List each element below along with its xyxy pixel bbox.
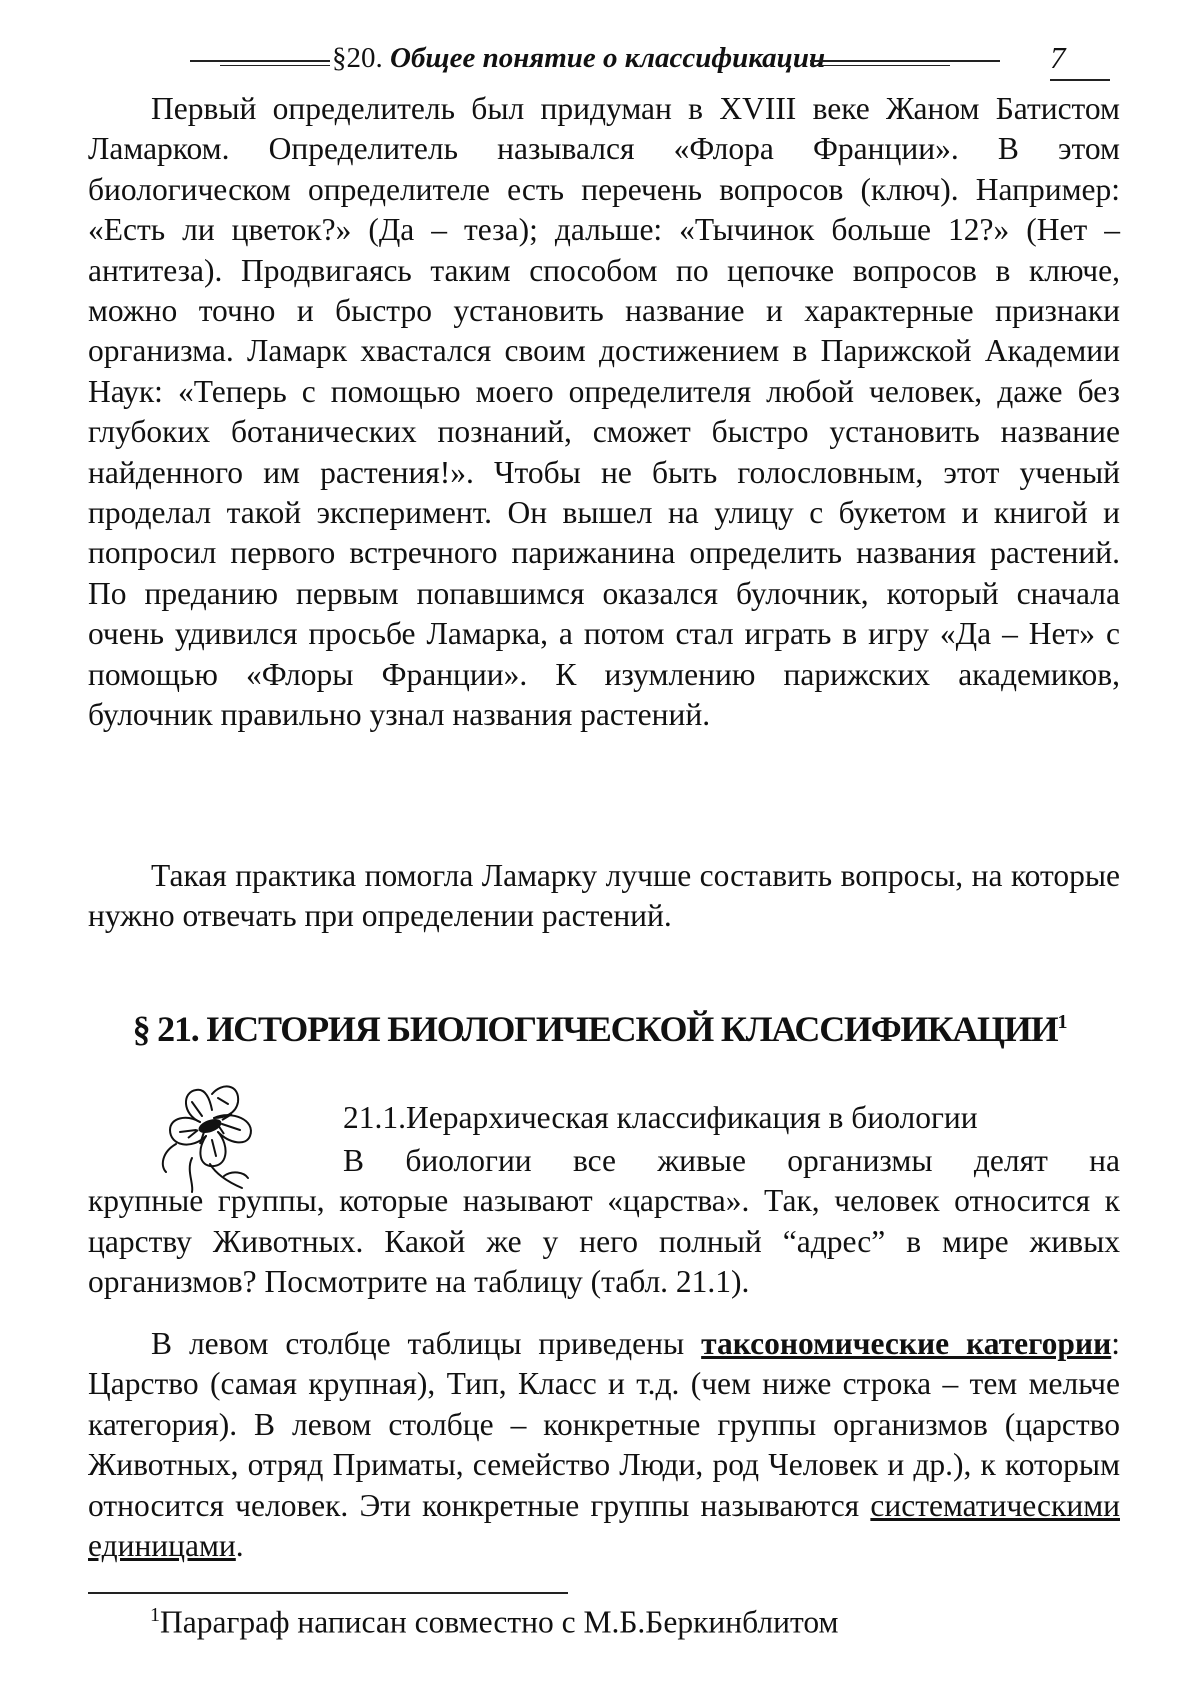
header-rule-right [810,60,1000,62]
paragraph-end: . [235,1528,244,1564]
footnote-text: Параграф написан совместно с М.Б.Беркинблитом [160,1604,839,1640]
footnote [150,1604,838,1641]
paragraph-first-line: В биологии все живые организмы делят на [343,1143,1120,1178]
paragraph-start: В левом столбце таблицы приведены [151,1326,702,1361]
footnote-mark: 1 [150,1604,160,1626]
term-taxonomic-categories: таксономические категории [701,1326,1112,1361]
paragraph-middle: : Царство (самая крупная), Тип, Класс и т.д. (чем ниже строка – тем мельче категория). В левом столбце – конкретные группы организмов (царство Животных, отряд Приматы, семейство Люди, род Человек и др.), к которым относится человек. Эти конкретные группы называются [88,1326,1120,1523]
header-rule-left-thin [220,65,330,66]
page-number: 7 [1050,40,1066,75]
page-number-rule [1050,79,1110,81]
section-footnote-mark: 1 [1057,1011,1068,1033]
running-header [190,38,1110,88]
body-paragraph-2 [88,856,1120,937]
body-paragraph-3 [88,1141,1120,1303]
paragraph-text: Первый определитель был придуман в XVIII веке Жаном Батистом Ламарком. Определитель назывался «Флора Франции». В этом биологическом определителе есть перечень вопросов (ключ). Например: «Есть ли цветок?» (Да – теза); дальше: «Тычинок больше 12?» (Нет – антитеза). Продвигаясь таким способом по цепочке вопросов в ключе, можно точно и быстро установить название и характерные признаки организма. Ламарк хвастался своим достижением в Парижской Академии Наук: «Теперь с помощью моего определителя любой человек, даже без глубоких ботанических познаний, сможет быстро установить название найденного им растения!». Чтобы не быть голословным, этот ученый проделал такой эксперимент. Он вышел на улицу с букетом и книгой и попросил первого встречного парижанина определить названия растений. По преданию первым попавшимся оказался булочник, который сначала очень удивился просьбе Ламарка, а потом стал играть в игру «Да – Нет» с помощью «Флоры Франции». К изумлению парижских академиков, булочник правильно узнал названия растений. [88,91,1120,733]
body-paragraph-4 [88,1324,1120,1566]
paragraph-text: Такая практика помогла Ламарку лучше составить вопросы, на которые нужно отвечать при определении растений. [88,858,1120,934]
paragraph-rest: крупные группы, которые называют «царства». Так, человек относится к царству Животных. Какой же у него полный “адрес” в мире живых организмов? Посмотрите на таблицу (табл. 21.1). [88,1183,1120,1300]
header-section-ref: §20. [332,42,383,74]
running-header-title [332,42,825,75]
header-rule-left [190,60,330,62]
body-paragraph-1 [88,89,1120,736]
subsection-title: 21.1.Иерархическая классификация в биологии [343,1100,978,1135]
paragraph-text [88,1141,1120,1303]
paragraph-text [88,1324,1120,1566]
header-rule-right-thin [810,65,950,66]
section-heading-text: § 21. ИСТОРИЯ БИОЛОГИЧЕСКОЙ КЛАССИФИКАЦИИ [132,1009,1058,1049]
header-title: Общее понятие о классификации [390,42,826,74]
term-systematic-units: систематическими единицами [88,1487,1120,1564]
footnote-rule [88,1592,568,1594]
section-heading [0,1008,1200,1050]
